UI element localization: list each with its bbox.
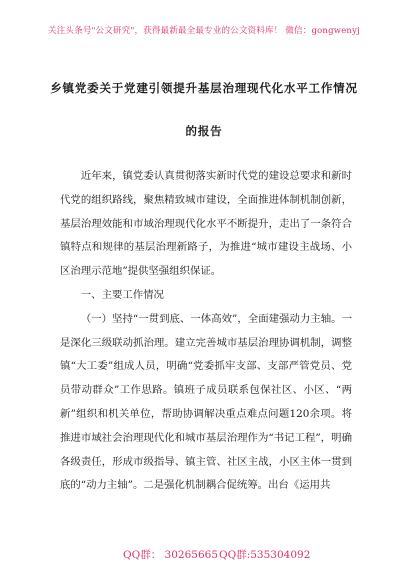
footer-qq-group-2: QQ群:535304092 (219, 549, 311, 561)
document-title-line-1: 乡镇党委关于党建引领提升基层治理现代化水平工作情况 (50, 81, 358, 95)
section-paragraph: （一）坚持“一贯到底、一体高效”，全面建强动力主轴。一是深化三级联动抓治理。建立完善城市基层治理协调机制，调整镇“大工委”组成人员，明确“党委抓牢支部、支部严管党员、党员带动群众”工作思路。镇班子成员联系包保社区、小区、“两新”组织和机关单位，帮助协调解决重点难点问题120余项。将推进市域社会治理现代化和城市基层治理作为“书记工程”，明确各级责任，形成市级指导、镇主管、社区主战，小区主体一贯到底的“动力主轴”。二是强化机制耦合促统筹。出台《运用共 (60, 312, 352, 492)
intro-paragraph: 近年来，镇党委认真贯彻落实新时代党的建设总要求和新时代党的组织路线，聚焦精致城市建设，全面推进体制机制创新，基层治理效能和市域治理现代化水平不断提升，走出了一条符合镇特点和规律的基层治理新路子，为推进“城市建设主战场、小区治理示范地”提供坚强组织保证。 (60, 170, 352, 278)
section-heading: 一、主要工作情况 (80, 288, 164, 301)
header-banner: 关注头条号"公文研究"，获得最新最全最专业的公文资料库！ 微信：gongwenyj (48, 26, 360, 36)
document-title-line-2: 的报告 (185, 124, 223, 138)
footer-qq-group-1: QQ群： 30265665 (123, 549, 218, 561)
document-body (60, 165, 352, 498)
